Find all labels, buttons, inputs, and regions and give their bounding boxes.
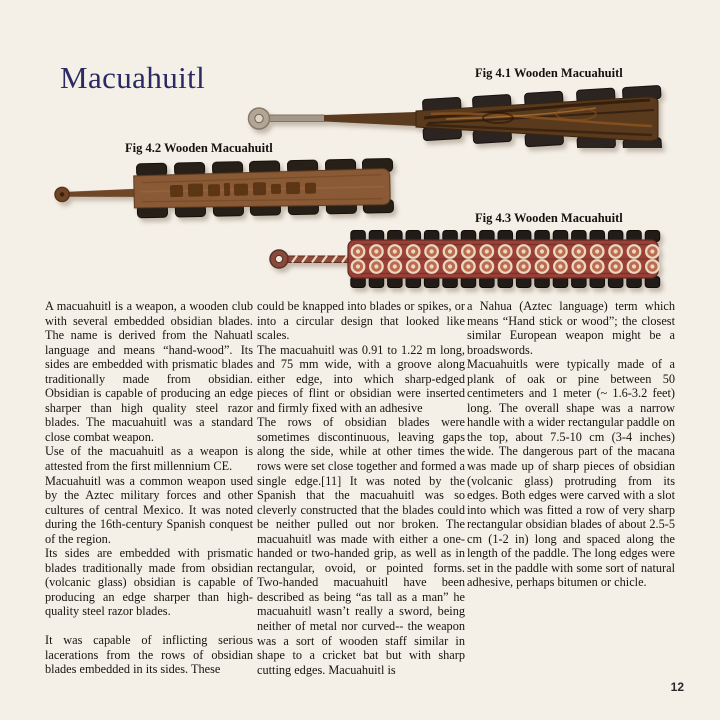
paragraph: A macuahuitl is a weapon, a wooden club with several embedded obsidian blades. The name is derived from the Nahuatl language and means “hand-wood”. Its sides are embedded with prismatic blades traditionally made from obsidian. Obsidian is capable of producing an edge sharper than high quality steel razor blades. The macuahuitl was a standard close combat weapon.	[45, 299, 253, 444]
fig43-pommel-hole	[275, 255, 282, 262]
fig42-weapon-illustration	[51, 153, 397, 224]
paragraph: a Nahua (Aztec language) term which means “Hand stick or wood”; the closest similar European weapon might be a broadswords.	[467, 299, 675, 357]
fig41-caption: Fig 4.1 Wooden Macuahuitl	[475, 66, 623, 80]
fig43-caption: Fig 4.3 Wooden Macuahuitl	[475, 211, 623, 225]
paragraph: Its sides are embedded with prismatic blades traditionally made from obsidian (volcanic glass) obsidian is capable of producing an edge sharper than high-quality steel razor blades.	[45, 546, 253, 619]
paragraph: Macuahuitls were typically made of a plank of oak or pine between 50 centimeters and 1 meter (~ 1.6-3.2 feet) long. The overall shape was a narrow handle with a wider rectangular paddle on the top, about 7.5-10 cm (3-4 inches) wide. The dangerous part of the macana was made up of sharp pieces of obsidian (volcanic glass) protruding from its edges. Both edges were carved with a slot into which was fitted a row of very sharp rectangular obsidian blades of about 2.5-5 cm (1-2 in) long and spaced along the length of the paddle. The long edges were set in the paddle with some sort of natural adhesive, perhaps bitumen or chicle.	[467, 357, 675, 590]
fig42-handle	[68, 189, 134, 198]
paragraph: It was capable of inflicting serious lacerations from the rows of obsidian blades embedded in its sides. These	[45, 633, 253, 677]
paragraph: Use of the macuahuitl as a weapon is attested from the first millennium CE.	[45, 444, 253, 474]
text-column-3	[467, 299, 675, 590]
fig41-pommel-hole	[255, 114, 263, 122]
fig42-caption: Fig 4.2 Wooden Macuahuitl	[125, 141, 273, 155]
fig41-handle-wood	[324, 112, 416, 126]
page-number: 12	[670, 680, 684, 694]
text-column-2	[257, 299, 465, 677]
paragraph: could be knapped into blades or spikes, or into a circular design that looked like scales.	[257, 299, 465, 343]
text-column-1	[45, 299, 253, 677]
paragraph: The rows of obsidian blades were sometimes discontinuous, leaving gaps along the side, while at other times the rows were set close together and formed a single edge.[11] It was noted by the Spanish that the macuahuitl was so cleverly constructed that the blades could be neither pulled out nor broken. The macuahuitl was made with either a one-handed or two-handed grip, as well as in rectangular, ovoid, or pointed forms. Two-handed macuahuitl have been described as being “as tall as a man” he macuahuitl wasn’t really a sword, being neither of metal nor curved-- the weapon was a sort of wooden staff similar in shape to a cricket bat but with sharp cutting edges. Macuahuitl is	[257, 415, 465, 677]
page-title: Macuahuitl	[60, 60, 206, 95]
paragraph: The macuahuitl was 0.91 to 1.22 m long, and 75 mm wide, with a groove along either edge, into which sharp-edged pieces of flint or obsidian were inserted and firmly fixed with an adhesive	[257, 342, 465, 415]
paragraph: Macuahuitl was a common weapon used by the Aztec military forces and other cultures of central Mexico. It was noted during the 16th-century Spanish conquest of the region.	[45, 473, 253, 546]
fig43-weapon-illustration	[268, 225, 668, 293]
fig41-weapon-illustration	[246, 84, 666, 148]
fig41-handle-metal	[268, 115, 326, 122]
